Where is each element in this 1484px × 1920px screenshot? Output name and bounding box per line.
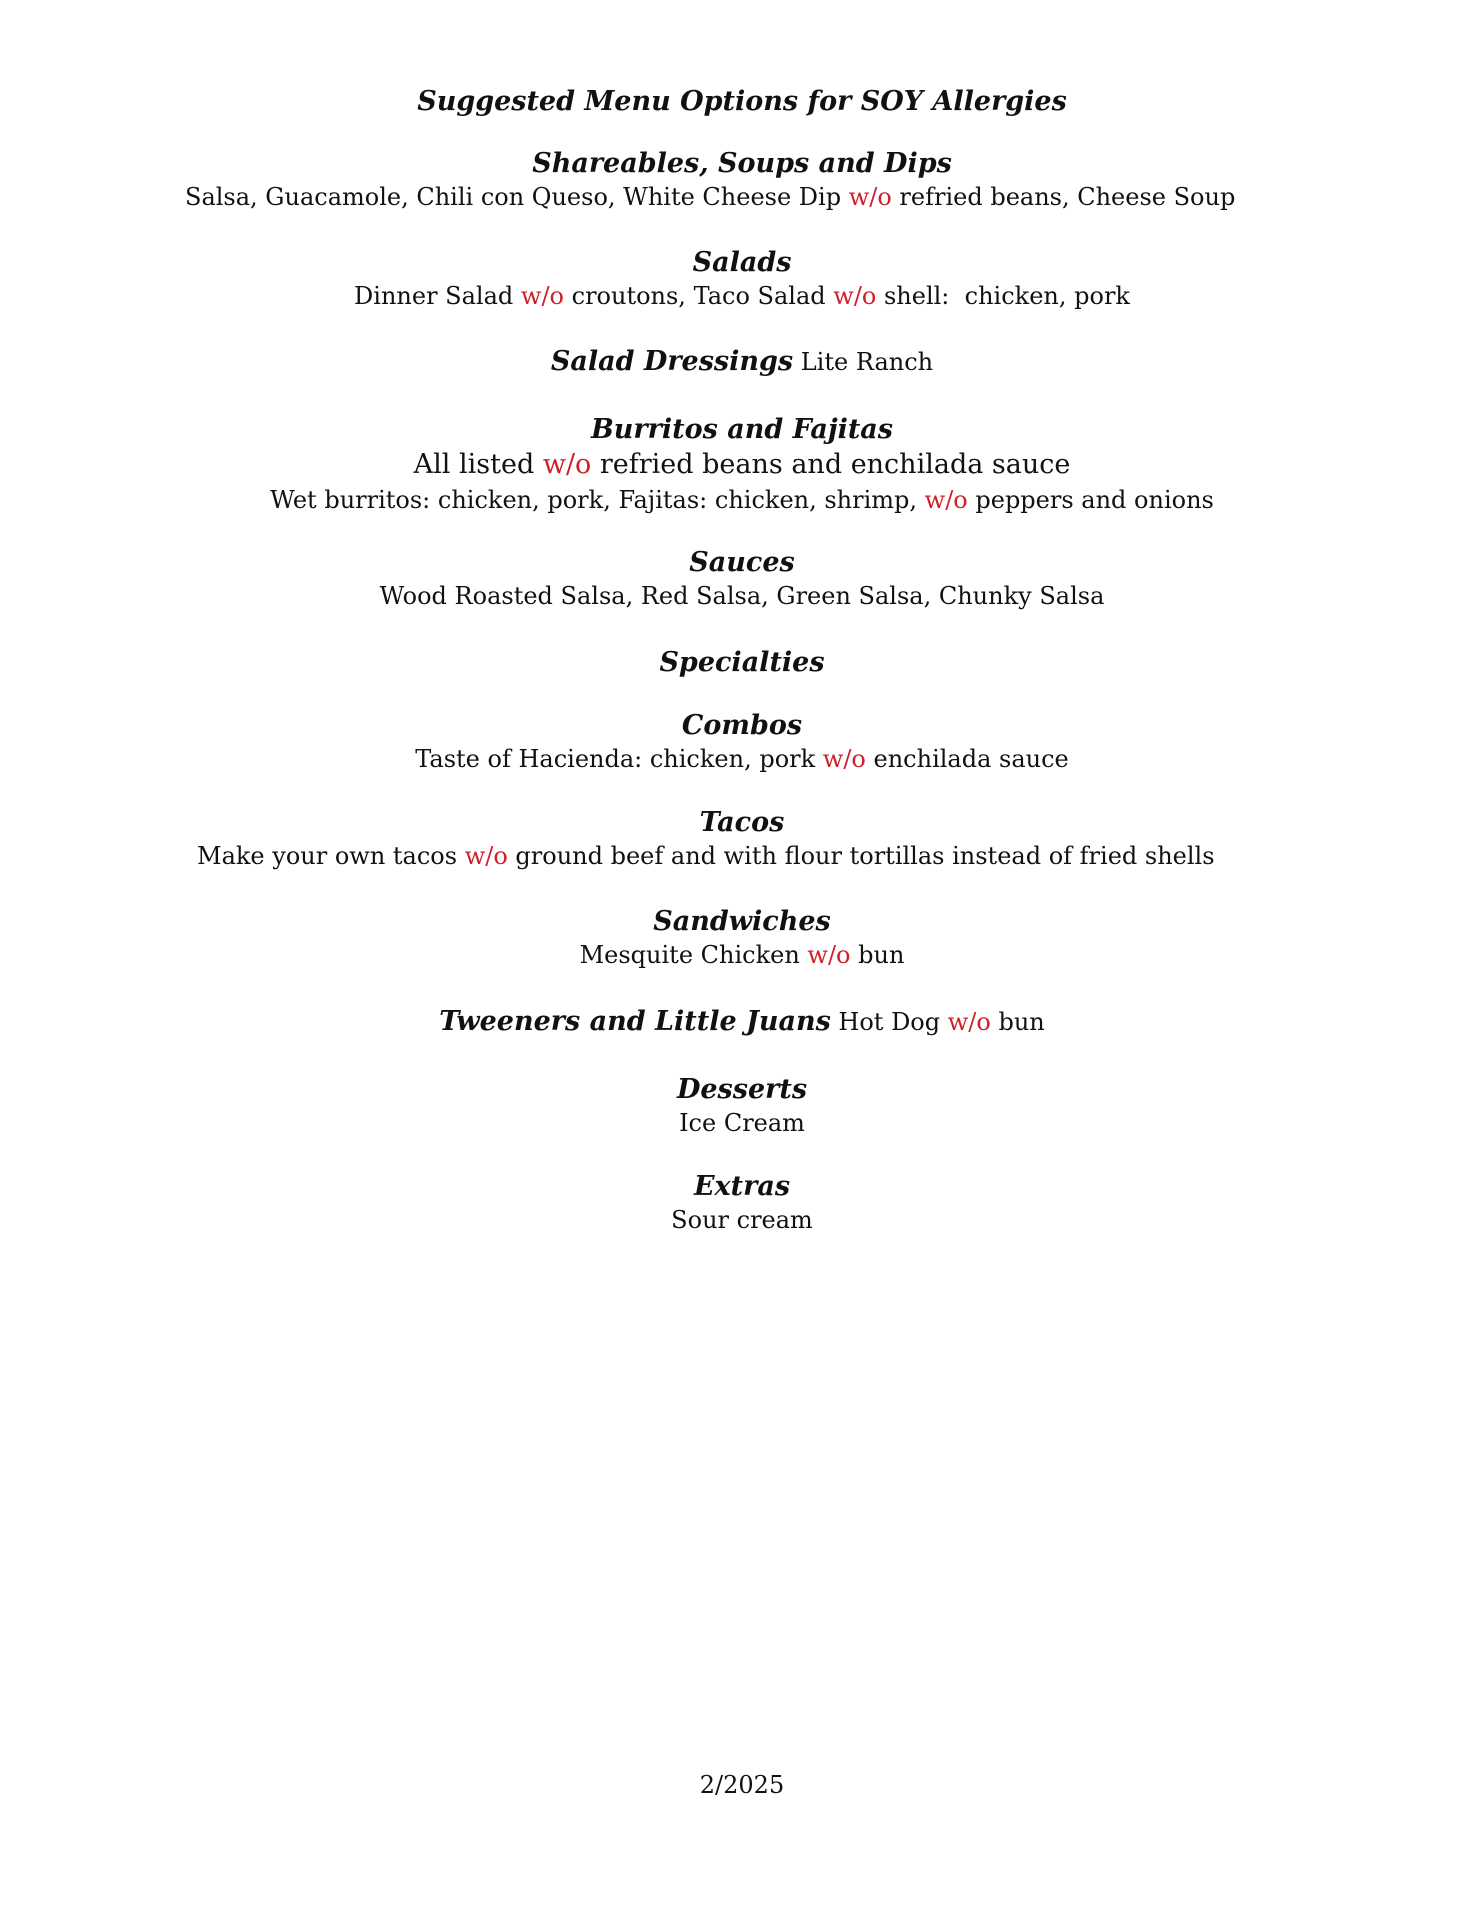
- combos-text: Taste of Hacienda: chicken, pork: [415, 745, 823, 773]
- without-marker: w/o: [464, 842, 508, 870]
- without-marker: w/o: [807, 941, 851, 969]
- extras-items: Sour cream: [671, 1206, 813, 1234]
- section-heading-dressings: Salad Dressings: [550, 346, 794, 377]
- burritos-text: Wet burritos: chicken, pork, Fajitas: chicken, shrimp,: [270, 486, 925, 514]
- tweeners-text: bun: [990, 1008, 1045, 1036]
- tacos-text: ground beef and with flour tortillas instead of fried shells: [507, 842, 1215, 870]
- burritos-items: [270, 488, 1214, 512]
- salads-items: [354, 284, 1130, 308]
- burritos-text: peppers and onions: [967, 486, 1214, 514]
- section-heading-specialties: Specialties: [659, 647, 825, 678]
- tweeners-text: Hot Dog: [830, 1008, 948, 1036]
- section-heading-desserts: Desserts: [676, 1074, 808, 1105]
- combos-items: [415, 747, 1069, 771]
- dressings-text: Lite Ranch: [793, 348, 934, 376]
- salads-text: Dinner Salad: [354, 282, 521, 310]
- section-heading-extras: Extras: [693, 1171, 791, 1202]
- footer-date: 2/2025: [699, 1771, 785, 1799]
- shareables-items: [185, 185, 1235, 209]
- burritos-note: [414, 451, 1071, 478]
- page-title: Suggested Menu Options for SOY Allergies: [417, 86, 1067, 117]
- sandwiches-text: bun: [850, 941, 905, 969]
- burritos-text: refried beans and enchilada sauce: [591, 449, 1071, 480]
- without-marker: w/o: [822, 745, 866, 773]
- section-heading-sandwiches: Sandwiches: [653, 906, 831, 937]
- shareables-text: refried beans, Cheese Soup: [891, 183, 1236, 211]
- shareables-text: Salsa, Guacamole, Chili con Queso, White Cheese Dip: [185, 183, 849, 211]
- desserts-items: Ice Cream: [679, 1109, 805, 1137]
- combos-text: enchilada sauce: [865, 745, 1069, 773]
- salads-text: shell: chicken, pork: [876, 282, 1130, 310]
- sauces-items: Wood Roasted Salsa, Red Salsa, Green Salsa, Chunky Salsa: [379, 582, 1105, 610]
- tweeners-line: [439, 1008, 1044, 1035]
- section-heading-sauces: Sauces: [689, 547, 795, 578]
- sandwiches-items: [580, 943, 905, 967]
- section-heading-tweeners: Tweeners and Little Juans: [439, 1006, 831, 1037]
- burritos-text: All listed: [413, 449, 543, 480]
- section-heading-tacos: Tacos: [699, 807, 785, 838]
- without-marker: w/o: [924, 486, 968, 514]
- section-heading-salads: Salads: [692, 247, 792, 278]
- section-heading-combos: Combos: [681, 710, 803, 741]
- section-heading-burritos: Burritos and Fajitas: [590, 414, 894, 445]
- dressings-line: [551, 348, 933, 375]
- without-marker: w/o: [947, 1008, 991, 1036]
- salads-text: croutons, Taco Salad: [563, 282, 834, 310]
- without-marker: w/o: [848, 183, 892, 211]
- tacos-text: Make your own tacos: [197, 842, 465, 870]
- sandwiches-text: Mesquite Chicken: [579, 941, 808, 969]
- without-marker: w/o: [542, 449, 592, 480]
- tacos-items: [197, 844, 1215, 868]
- section-heading-shareables: Shareables, Soups and Dips: [532, 148, 952, 179]
- without-marker: w/o: [833, 282, 877, 310]
- without-marker: w/o: [520, 282, 564, 310]
